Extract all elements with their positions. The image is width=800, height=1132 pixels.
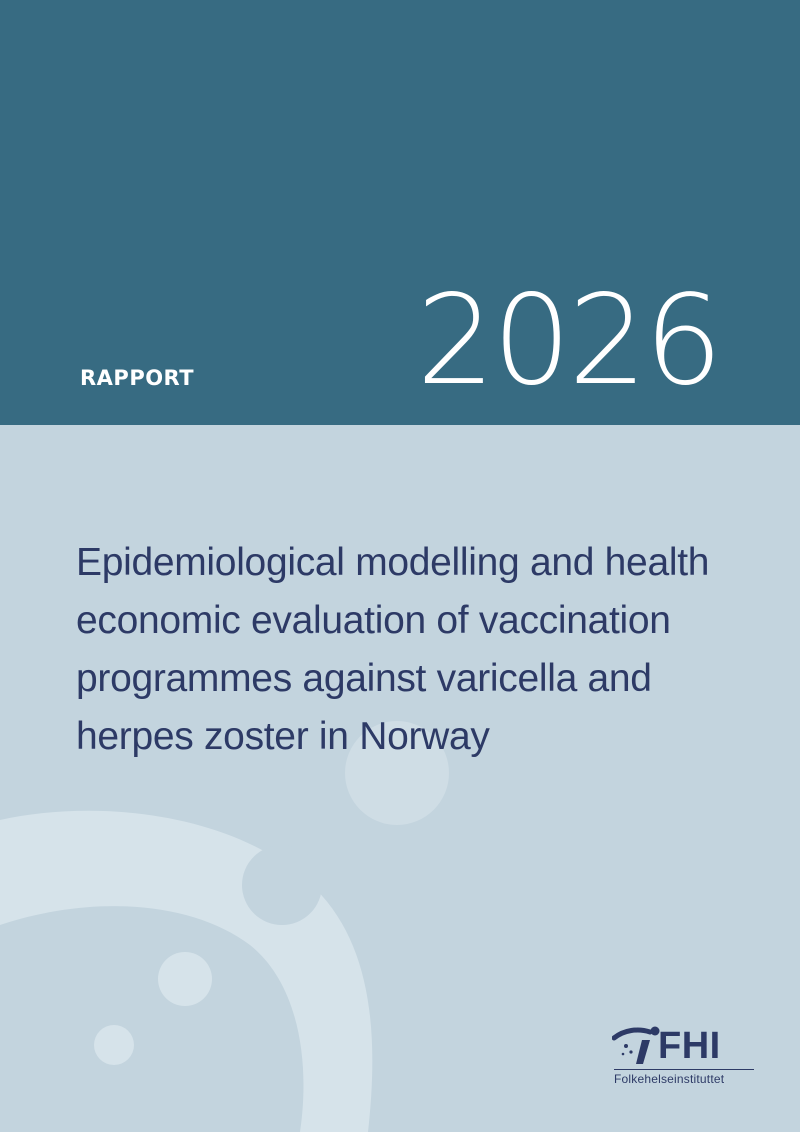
logo-divider	[614, 1069, 754, 1070]
logo-abbreviation: FHI	[658, 1025, 721, 1067]
logo-small-dot-3	[622, 1053, 625, 1056]
logo-small-dot-1	[624, 1044, 628, 1048]
logo-small-dot-2	[629, 1050, 632, 1053]
report-year: 2026	[416, 269, 720, 413]
logo-organization-name: Folkehelseinstituttet	[614, 1072, 725, 1086]
cell-dot-small	[158, 952, 212, 1006]
cell-dot-medium	[242, 845, 322, 925]
fhi-logo-mark-icon	[612, 1024, 660, 1066]
report-type-label: RAPPORT	[80, 366, 195, 390]
cover-top-band	[0, 0, 800, 425]
logo-body	[636, 1040, 650, 1064]
report-title: Epidemiological modelling and health economic evaluation of vaccination programmes against varicella and herpes zoster in Norway	[76, 541, 710, 758]
fhi-logo	[612, 1020, 762, 1090]
logo-swoosh	[614, 1030, 650, 1038]
cell-dot-tiny	[94, 1025, 134, 1065]
